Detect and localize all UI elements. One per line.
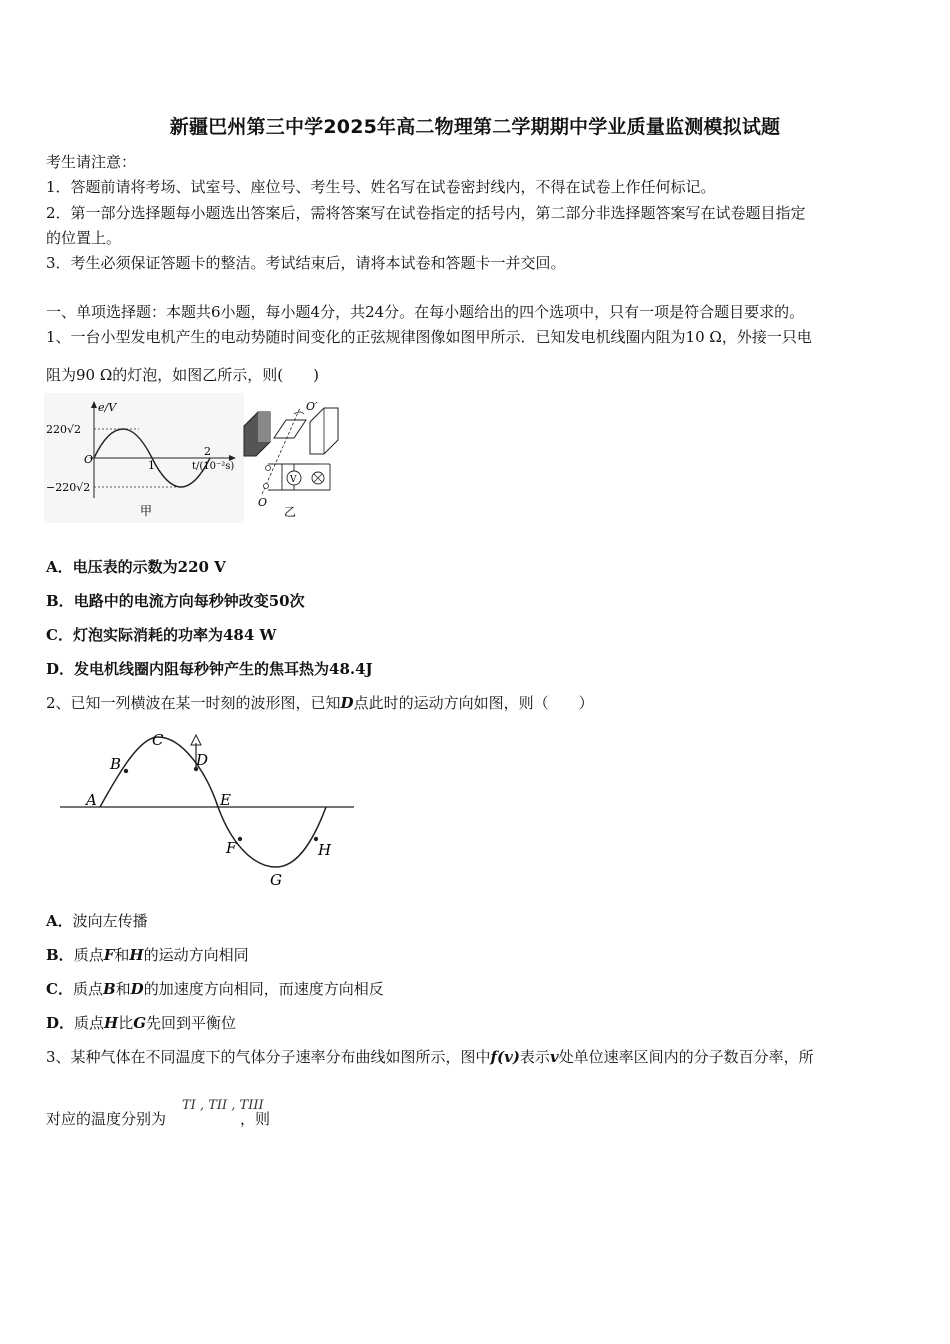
option-letter: C． (46, 626, 73, 644)
q1-stem-line2: 阻为90 Ω的灯泡，如图乙所示，则( ) (46, 366, 319, 384)
q2-option-b[interactable] (46, 945, 249, 965)
q3-temperature-symbols: TI , TII , TIII (182, 1098, 264, 1113)
option-text: 比 (118, 1014, 134, 1032)
q3-v: v (549, 1048, 559, 1066)
option-text: 先回到平衡位 (146, 1014, 237, 1032)
option-letter: D． (46, 660, 75, 678)
option-letter: D． (46, 1014, 75, 1032)
option-text: 电路中的电流方向每秒钟改变50次 (73, 592, 305, 610)
option-text: 和 (115, 980, 131, 998)
option-var: D (130, 980, 144, 998)
notice-item-1: 1．答题前请将考场、试室号、座位号、考生号、姓名写在试卷密封线内，不得在试卷上作任何标记。 (46, 178, 716, 196)
point-e-label: E (220, 791, 231, 809)
q1-stem-line1: 1、一台小型发电机产生的电动势随时间变化的正弦规律图像如图甲所示．已知发电机线圈内阻为10 Ω，外接一只电 (46, 328, 812, 346)
option-letter: A． (46, 912, 73, 930)
notice-item-3: 3．考生必须保证答题卡的整洁。考试结束后，请将本试卷和答题卡一并交回。 (46, 254, 566, 272)
option-var: H (104, 1014, 119, 1032)
option-var: F (103, 946, 115, 964)
q2-stem-prefix: 2、已知一列横波在某一时刻的波形图，已知 (46, 694, 341, 712)
option-text: 发电机线圈内阻每秒钟产生的焦耳热为48.4J (74, 660, 373, 678)
page-title: 新疆巴州第三中学2025年高二物理第二学期期中学业质量监测模拟试题 (169, 116, 781, 138)
q3-fv: f(v) (490, 1048, 520, 1066)
point-h-label: H (318, 841, 332, 859)
o-label: O (258, 496, 268, 509)
point-f-label: F (226, 839, 237, 857)
option-text: 和 (114, 946, 130, 964)
option-letter: A． (46, 558, 73, 576)
point-d-label: D (196, 751, 209, 769)
voltmeter-label: V (290, 475, 297, 485)
caption-yi: 乙 (284, 505, 297, 519)
q3-stem-line1 (46, 1047, 814, 1067)
q2-option-d[interactable] (46, 1013, 236, 1033)
tick-2: 2 (204, 445, 211, 458)
point-g-label: G (270, 871, 282, 889)
section-heading: 一、单项选择题：本题共6小题，每小题4分，共24分。在每小题给出的四个选项中，只有一项是符合题目要求的。 (46, 303, 805, 321)
point-a-label: A (86, 791, 97, 809)
point-c-label: C (152, 731, 164, 749)
tick-1: 1 (148, 459, 155, 472)
q1-option-d[interactable] (46, 659, 373, 679)
option-letter: B． (46, 946, 74, 964)
q2-wave-figure (58, 727, 358, 892)
q2-stem-suffix: 点此时的运动方向如图，则（ ） (353, 694, 594, 712)
y-bottom-label: −220√2 (46, 481, 91, 494)
q2-stem (46, 693, 594, 713)
q1-option-c[interactable] (46, 625, 276, 645)
q3-text: ，则 (240, 1110, 271, 1128)
caption-jia: 甲 (140, 504, 153, 518)
q3-text: 3、某种气体在不同温度下的气体分子速率分布曲线如图所示，图中 (46, 1048, 491, 1066)
o-prime-label: O′ (306, 400, 318, 413)
option-letter: C． (46, 980, 73, 998)
option-text: 电压表的示数为220 V (72, 558, 226, 576)
y-top-label: 220√2 (46, 423, 82, 436)
coil (274, 420, 306, 438)
q2-stem-point: D (340, 694, 354, 712)
option-letter: B． (46, 592, 74, 610)
q1-figure-yi (238, 398, 344, 522)
notice-item-2-cont: 的位置上。 (46, 229, 122, 247)
q3-text: 对应的温度分别为 (46, 1110, 167, 1128)
option-text: 灯泡实际消耗的功率为484 W (72, 626, 277, 644)
point-b-label: B (110, 755, 122, 773)
option-text: 的加速度方向相同，而速度方向相反 (143, 980, 384, 998)
q1-option-a[interactable] (46, 557, 226, 577)
option-text: 质点 (74, 1014, 105, 1032)
y-axis-label: e/V (98, 401, 117, 414)
q1-figure-jia (44, 393, 244, 523)
option-text: 波向左传播 (72, 912, 148, 930)
q3-text: 处单位速率区间内的分子数百分率，所 (558, 1048, 814, 1066)
option-var: H (129, 946, 144, 964)
option-text: 质点 (72, 980, 103, 998)
origin-label: O (84, 453, 94, 466)
option-text: 质点 (73, 946, 104, 964)
wave-curve (100, 737, 326, 867)
option-var: B (102, 980, 116, 998)
option-var: G (133, 1014, 147, 1032)
notice-header: 考生请注意： (46, 153, 137, 171)
q2-option-c[interactable] (46, 979, 384, 999)
option-text: 的运动方向相同 (143, 946, 249, 964)
q1-option-b[interactable] (46, 591, 305, 611)
x-axis-label: t/(10⁻²s) (192, 461, 235, 472)
notice-item-2: 2．第一部分选择题每小题选出答案后，需将答案写在试卷指定的括号内，第二部分非选择题答案写在试卷题目指定 (46, 204, 806, 222)
q2-option-a[interactable] (46, 911, 148, 931)
q3-text: 表示 (519, 1048, 550, 1066)
